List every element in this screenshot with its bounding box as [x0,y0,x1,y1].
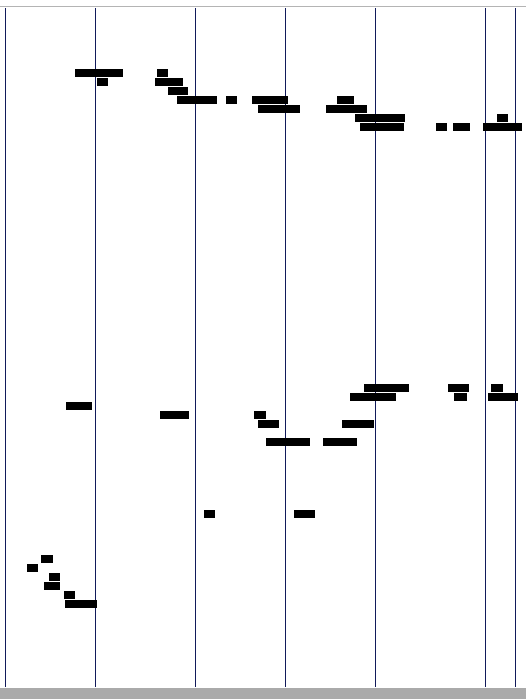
measure-line [195,8,196,687]
horizontal-scrollbar[interactable] [0,688,526,699]
note-block[interactable] [342,420,374,428]
note-block[interactable] [97,78,108,86]
note-block[interactable] [64,591,75,599]
note-block[interactable] [454,393,467,401]
note-block[interactable] [258,105,300,113]
note-block[interactable] [360,123,404,131]
note-block[interactable] [44,582,60,590]
note-block[interactable] [326,105,367,113]
note-block[interactable] [254,411,266,419]
measure-line [375,8,376,687]
note-block[interactable] [497,114,508,122]
note-block[interactable] [49,573,60,581]
note-block[interactable] [155,78,183,86]
note-block[interactable] [350,393,396,401]
note-block[interactable] [453,123,470,131]
note-block[interactable] [337,96,354,104]
note-block[interactable] [66,402,92,410]
measure-line [515,8,516,687]
note-block[interactable] [323,438,357,446]
note-block[interactable] [364,384,409,392]
note-block[interactable] [258,420,279,428]
note-block[interactable] [355,114,405,122]
measure-line [95,8,96,687]
note-block[interactable] [448,384,469,392]
note-block[interactable] [226,96,237,104]
note-block[interactable] [266,438,310,446]
note-block[interactable] [27,564,38,572]
note-grid[interactable] [0,8,526,687]
note-block[interactable] [483,123,522,131]
note-block[interactable] [488,393,518,401]
measure-line [485,8,486,687]
note-block[interactable] [160,411,189,419]
note-block[interactable] [436,123,447,131]
note-block[interactable] [491,384,503,392]
note-block[interactable] [177,96,217,104]
note-block[interactable] [204,510,215,518]
note-block[interactable] [168,87,188,95]
measure-line [5,8,6,687]
note-block[interactable] [252,96,288,104]
note-block[interactable] [41,555,53,563]
note-block[interactable] [65,600,97,608]
note-block[interactable] [75,69,123,77]
note-block[interactable] [157,69,168,77]
note-block[interactable] [294,510,315,518]
top-border [0,6,526,7]
